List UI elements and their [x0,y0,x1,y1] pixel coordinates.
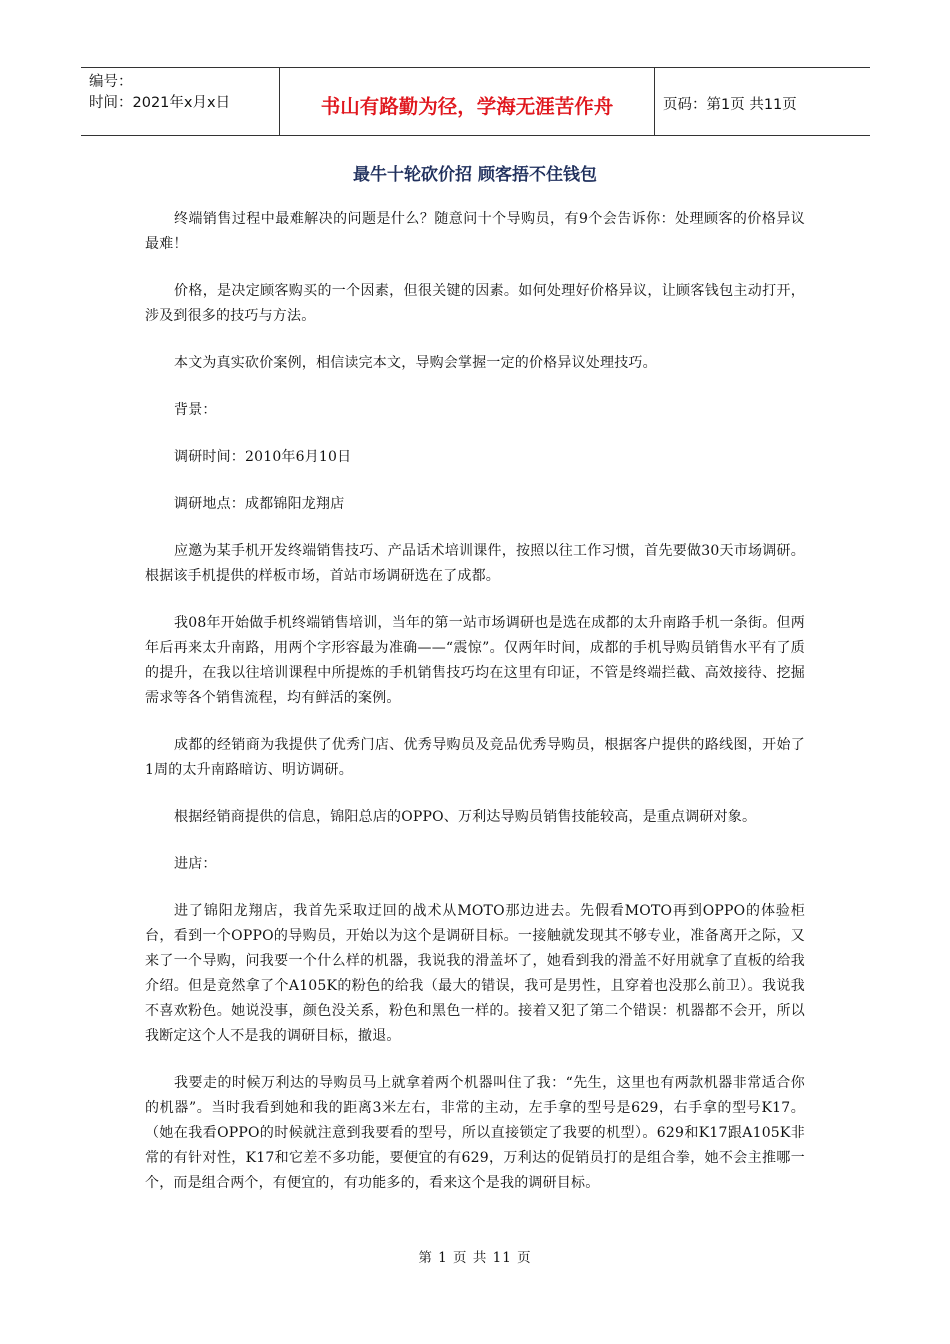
paragraph: 进了锦阳龙翔店，我首先采取迂回的战术从MOTO那边进去。先假看MOTO再到OPPO的体验柜台，看到一个OPPO的导购员，开始以为这个是调研目标。一接触就发现其不够专业，准备离开之际，又来了一个导购，问我要一个什么样的机器，我说我的滑盖坏了，她看到我的滑盖不好用就拿了直板的给我介绍。但是竟然拿了个A105K的粉色的给我（最大的错误，我可是男性，且穿着也没那么前卫）。我说我不喜欢粉色。她说没事，颜色没关系，粉色和黑色一样的。接着又犯了第二个错误：机器都不会开，所以我断定这个人不是我的调研目标，撤退。 [145,903,805,1044]
header-number: 编号： [89,74,133,90]
header-motto: 书山有路勤为径，学海无涯苦作舟 [280,68,655,135]
paragraph: 我要走的时候万利达的导购员马上就拿着两个机器叫住了我：“先生，这里也有两款机器非常适合你的机器”。当时我看到她和我的距离3米左右，非常的主动，左手拿的型号是629，右手拿的型号K17。（她在我看OPPO的时候就注意到我要看的型号，所以直接锁定了我要的机型）。629和K17跟A105K非常的有针对性，K17和它差不多功能，要便宜的有629，万利达的促销员打的是组合拳，她不会主推哪一个，而是组合两个，有便宜的，有功能多的，看来这个是我的调研目标。 [145,1075,805,1191]
paragraph: 根据经销商提供的信息，锦阳总店的OPPO、万利达导购员销售技能较高，是重点调研对象。 [174,809,757,825]
paragraph: 我08年开始做手机终端销售培训，当年的第一站市场调研也是选在成都的太升南路手机一条街。但两年后再来太升南路，用两个字形容最为准确——“震惊”。仅两年时间，成都的手机导购员销售水平有了质的提升，在我以往培训课程中所提炼的手机销售技巧均在这里有印证，不管是终端拦截、高效接待、挖掘需求等各个销售流程，均有鲜活的案例。 [145,615,805,706]
page-footer: 第 1 页 共 11 页 [418,1250,532,1266]
paragraph: 调研时间：2010年6月10日 [174,449,352,465]
article-body [145,207,805,1218]
header-meta [81,68,280,135]
document-header [81,67,870,136]
article-title: 最牛十轮砍价招 顾客捂不住钱包 [353,165,597,185]
paragraph: 调研地点：成都锦阳龙翔店 [174,496,345,512]
header-time: 时间：2021年x月x日 [89,95,231,111]
paragraph: 本文为真实砍价案例，相信读完本文，导购会掌握一定的价格异议处理技巧。 [174,355,657,371]
paragraph: 终端销售过程中最难解决的问题是什么？随意问十个导购员，有9个会告诉你：处理顾客的价格异议最难！ [145,211,805,252]
paragraph: 价格，是决定顾客购买的一个因素，但很关键的因素。如何处理好价格异议，让顾客钱包主动打开，涉及到很多的技巧与方法。 [145,283,805,324]
paragraph: 应邀为某手机开发终端销售技巧、产品话术培训课件，按照以往工作习惯，首先要做30天市场调研。根据该手机提供的样板市场，首站市场调研选在了成都。 [145,543,805,584]
paragraph: 背景： [174,402,217,418]
paragraph: 进店： [174,856,217,872]
paragraph: 成都的经销商为我提供了优秀门店、优秀导购员及竞品优秀导购员，根据客户提供的路线图，开始了1周的太升南路暗访、明访调研。 [145,737,805,778]
header-page-number: 页码：第1页 共11页 [663,97,797,113]
